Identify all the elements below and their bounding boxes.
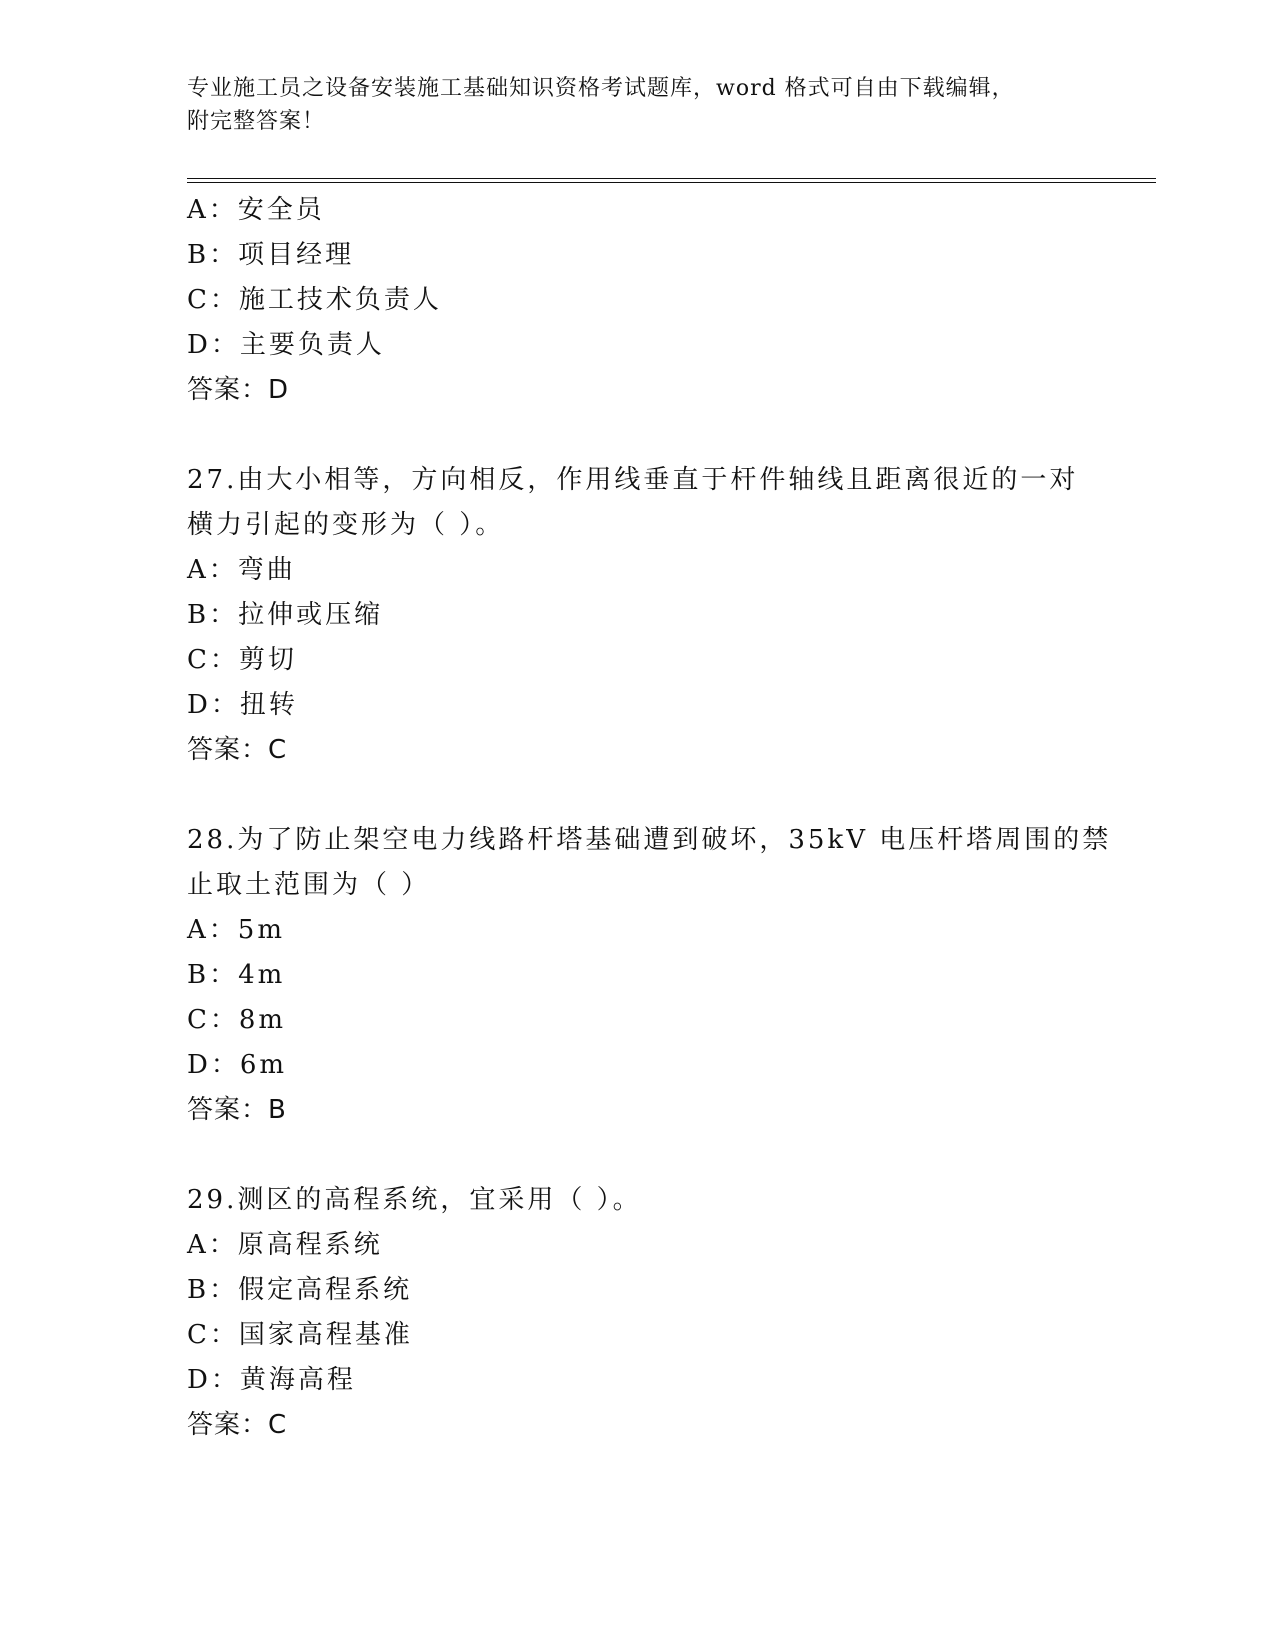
option-c: C：施工技术负责人: [187, 285, 442, 315]
option-d: D：扭转: [187, 690, 298, 720]
answer-line: 答案：B: [187, 1095, 287, 1125]
question-stem-line-1: 29.测区的高程系统，宜采用（ ）。: [187, 1185, 642, 1215]
option-d: D：6m: [187, 1050, 288, 1080]
header-divider-bottom: [187, 182, 1156, 183]
option-a: A：5m: [187, 915, 285, 945]
header-line-1: 专业施工员之设备安装施工基础知识资格考试题库，word 格式可自由下载编辑，: [187, 76, 1015, 101]
option-b: B：拉伸或压缩: [187, 600, 384, 630]
answer-line: 答案：D: [187, 375, 290, 405]
option-b: B：4m: [187, 960, 286, 990]
option-a: A：安全员: [187, 195, 325, 225]
option-a: A：原高程系统: [187, 1230, 383, 1260]
header-divider-top: [187, 178, 1156, 179]
option-b: B：假定高程系统: [187, 1275, 413, 1305]
header-line-2: 附完整答案！: [187, 109, 326, 134]
document-header: [187, 72, 1087, 138]
option-c: C：8m: [187, 1005, 287, 1035]
option-c: C：国家高程基准: [187, 1320, 413, 1350]
option-a: A：弯曲: [187, 555, 296, 585]
question-stem-line-1: 27.由大小相等，方向相反，作用线垂直于杆件轴线且距离很近的一对: [187, 465, 1079, 495]
answer-line: 答案：C: [187, 735, 288, 765]
option-c: C：剪切: [187, 645, 297, 675]
question-stem-line-2: 止取土范围为（ ）: [187, 870, 431, 900]
answer-line: 答案：C: [187, 1410, 288, 1440]
option-d: D：黄海高程: [187, 1365, 356, 1395]
option-b: B：项目经理: [187, 240, 355, 270]
option-d: D：主要负责人: [187, 330, 385, 360]
question-stem-line-1: 28.为了防止架空电力线路杆塔基础遭到破坏，35kV 电压杆塔周围的禁: [187, 825, 1112, 855]
question-stem-line-2: 横力引起的变形为（ ）。: [187, 510, 505, 540]
